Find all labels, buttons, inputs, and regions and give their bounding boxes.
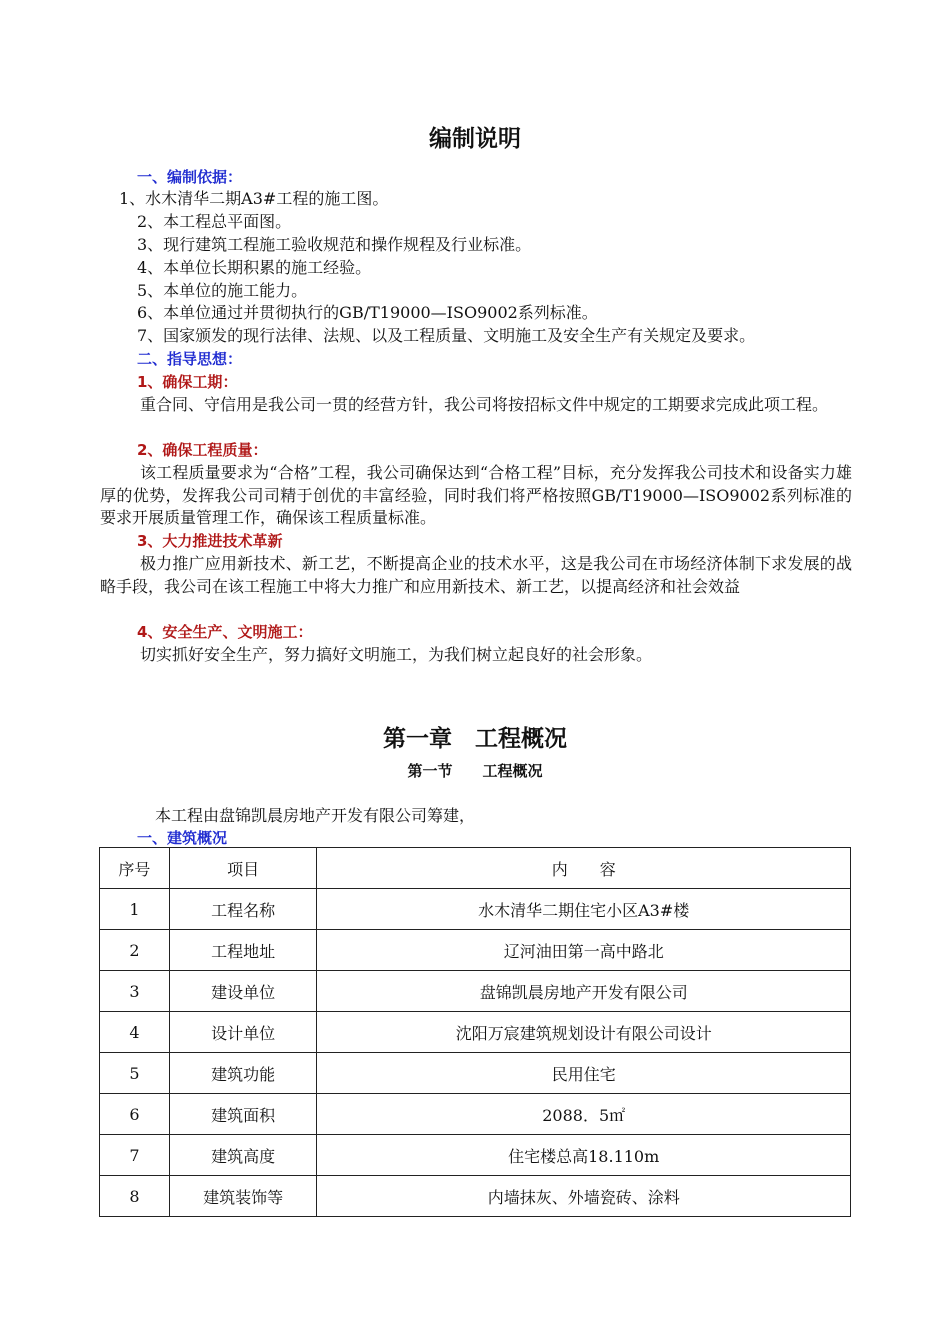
header-cell: 项目 <box>169 848 317 889</box>
intro-text: 本工程由盘锦凯晨房地产开发有限公司筹建， <box>155 806 476 825</box>
subsection-heading: 3、大力推进技术革新 <box>137 532 283 550</box>
table-row <box>100 1176 851 1217</box>
table-row <box>100 930 851 971</box>
table-cell: 8 <box>100 1176 170 1217</box>
table-cell: 工程名称 <box>169 889 317 930</box>
page-title: 编制说明 <box>429 126 521 152</box>
table-cell: 建设单位 <box>169 971 317 1012</box>
basis-item: 1、水木清华二期A3#工程的施工图。 <box>119 189 389 208</box>
table-cell: 1 <box>100 889 170 930</box>
basis-item: 2、本工程总平面图。 <box>137 212 292 231</box>
table-cell: 民用住宅 <box>317 1053 851 1094</box>
table-cell: 6 <box>100 1094 170 1135</box>
subsection-heading: 1、确保工期： <box>137 373 238 391</box>
table-cell: 建筑装饰等 <box>169 1176 317 1217</box>
table-row <box>100 1012 851 1053</box>
chapter-title: 第一章 工程概况 <box>383 726 567 752</box>
table-row <box>100 971 851 1012</box>
table-cell: 2 <box>100 930 170 971</box>
table-cell: 盘锦凯晨房地产开发有限公司 <box>317 971 851 1012</box>
basis-heading: 一、编制依据： <box>137 168 243 186</box>
table-cell: 沈阳万宸建筑规划设计有限公司设计 <box>317 1012 851 1053</box>
header-cell: 序号 <box>100 848 170 889</box>
table-row <box>100 1053 851 1094</box>
table-cell: 建筑高度 <box>169 1135 317 1176</box>
guiding-heading: 二、指导思想： <box>137 350 243 368</box>
table-cell: 辽河油田第一高中路北 <box>317 930 851 971</box>
table-cell: 2088．5㎡ <box>317 1094 851 1135</box>
subsection-text: 切实抓好安全生产，努力搞好文明施工，为我们树立起良好的社会形象。 <box>140 645 653 664</box>
table-cell: 水木清华二期住宅小区A3#楼 <box>317 889 851 930</box>
table-cell: 5 <box>100 1053 170 1094</box>
table-cell: 内墙抹灰、外墙瓷砖、涂料 <box>317 1176 851 1217</box>
table-row <box>100 889 851 930</box>
subsection-heading: 2、确保工程质量： <box>137 441 268 459</box>
table-row <box>100 1094 851 1135</box>
header-cell: 内 容 <box>317 848 851 889</box>
basis-item: 5、本单位的施工能力。 <box>137 281 308 300</box>
building-info-table <box>99 847 851 1217</box>
basis-item: 4、本单位长期积累的施工经验。 <box>137 258 372 277</box>
table-cell: 设计单位 <box>169 1012 317 1053</box>
subsection-text: 该工程质量要求为“合格”工程，我公司确保达到“合格工程”目标，充分发挥我公司技术和设备实力雄厚的优势，发挥我公司司精于创优的丰富经验，同时我们将严格按照GB/T19000—ISO9002系列标准的要求开展质量管理工作，确保该工程质量标准。 <box>100 463 852 528</box>
basis-item: 7、国家颁发的现行法律、法规、以及工程质量、文明施工及安全生产有关规定及要求。 <box>137 326 756 345</box>
table-cell: 4 <box>100 1012 170 1053</box>
subsection-heading: 4、安全生产、文明施工： <box>137 623 313 641</box>
section-title: 第一节 工程概况 <box>407 762 543 780</box>
basis-item: 6、本单位通过并贯彻执行的GB/T19000—ISO9002系列标准。 <box>137 303 598 322</box>
basis-item: 3、现行建筑工程施工验收规范和操作规程及行业标准。 <box>137 235 532 254</box>
table-cell: 住宅楼总高18.110m <box>317 1135 851 1176</box>
building-heading: 一、建筑概况 <box>137 829 228 847</box>
table-row <box>100 1135 851 1176</box>
table-cell: 建筑功能 <box>169 1053 317 1094</box>
table-cell: 7 <box>100 1135 170 1176</box>
subsection-text: 极力推广应用新技术、新工艺，不断提高企业的技术水平，这是我公司在市场经济体制下求发展的战略手段，我公司在该工程施工中将大力推广和应用新技术、新工艺，以提高经济和社会效益 <box>100 554 852 596</box>
subsection-text: 重合同、守信用是我公司一贯的经营方针，我公司将按招标文件中规定的工期要求完成此项工程。 <box>140 395 829 414</box>
table-cell: 建筑面积 <box>169 1094 317 1135</box>
table-header-row <box>100 848 851 889</box>
table-cell: 工程地址 <box>169 930 317 971</box>
table-cell: 3 <box>100 971 170 1012</box>
